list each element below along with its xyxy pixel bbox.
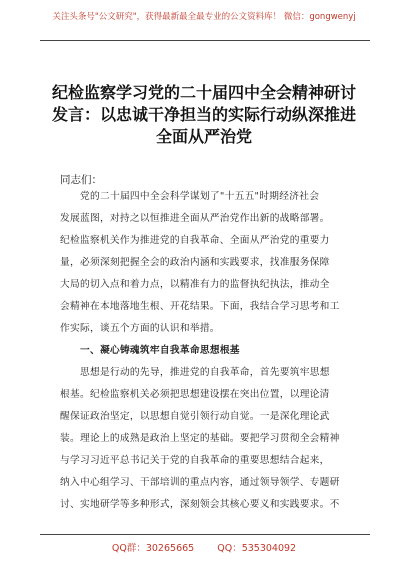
body-line: 与学习习近平总书记关于党的自我革命的重要思想结合起来， (60, 455, 330, 466)
title-line: 发言：以忠诚干净担当的实际行动纵深推进 (51, 105, 356, 124)
body-line: 大局的切入点和着力点，以精准有力的监督执纪执法，推动全 (60, 279, 330, 290)
body-line: 会精神在本地落地生根、开花结果。下面，我结合学习思考和工 (60, 301, 340, 312)
body-line: 装。理论上的成熟是政治上坚定的基础。要把学习贯彻全会精神 (60, 433, 340, 444)
footer-divider (40, 534, 370, 535)
header-note: 关注头条号"公文研究"，获得最新最全最专业的公文资料库！ 微信：gongwenyj (52, 12, 356, 22)
document-title (30, 82, 378, 148)
body-line: 发展蓝图，对持之以恒推进全面从严治党作出新的战略部署。 (60, 213, 330, 224)
header-divider (40, 40, 370, 41)
section-heading: 一、凝心铸魂筑牢自我革命思想根基 (80, 345, 240, 356)
body-line: 根基。纪检监察机关必须把思想建设摆在突出位置，以理论清 (60, 389, 330, 400)
body-line: 讨、实地研学等多种形式，深刻领会其核心要义和实践要求。不 (60, 499, 340, 510)
title-line: 全面从严治党 (155, 127, 252, 146)
body-line: 思想是行动的先导，推进党的自我革命，首先要筑牢思想 (80, 367, 330, 378)
body-line: 作实际，谈五个方面的认识和举措。 (60, 323, 220, 334)
body-line: 量，必须深刻把握全会的政治内涵和实践要求，找准服务保障 (60, 257, 330, 268)
body-line: 党的二十届四中全会科学谋划了"十五五"时期经济社会 (80, 191, 320, 202)
footer-qq: QQ：535304092 (217, 543, 297, 554)
body-line: 纪检监察机关作为推进党的自我革命、全面从严治党的重要力 (60, 235, 330, 246)
footer-qq-group: QQ群：30265665 (111, 543, 195, 554)
body-text (60, 186, 360, 516)
title-line: 纪检监察学习党的二十届四中全会精神研讨 (51, 83, 356, 102)
body-line: 醒保证政治坚定，以思想自觉引领行动自觉。一是深化理论武 (60, 411, 330, 422)
salutation: 同志们： (60, 174, 102, 186)
footer (0, 540, 408, 554)
body-line: 纳入中心组学习、干部培训的重点内容，通过领导领学、专题研 (60, 477, 340, 488)
